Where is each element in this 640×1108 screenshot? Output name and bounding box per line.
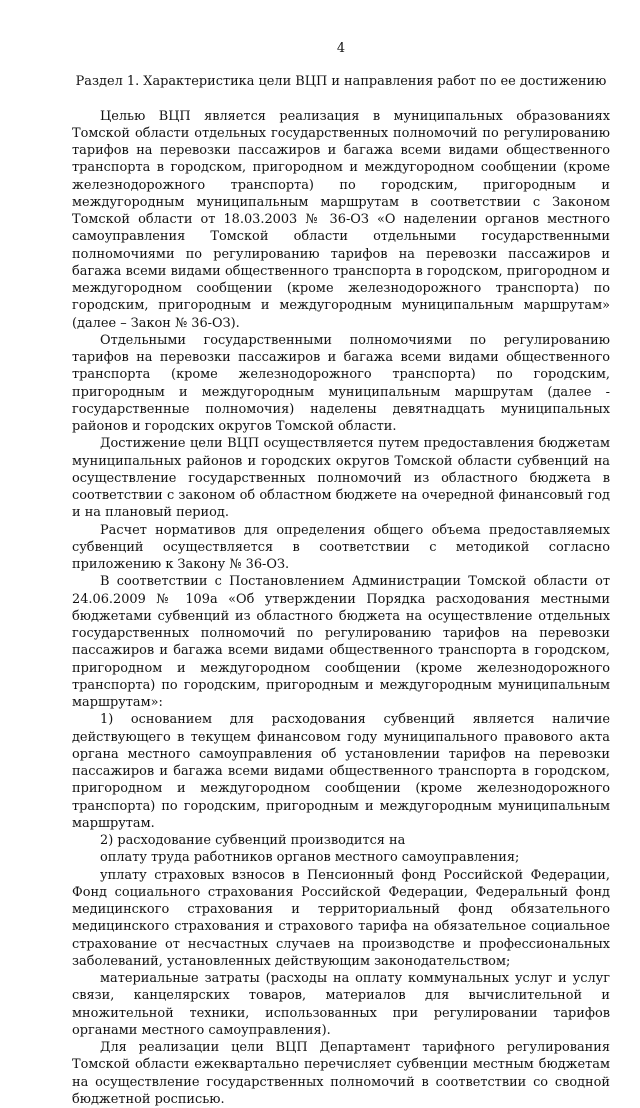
paragraph-item-2: 2) расходование субвенций производится на [72, 832, 610, 849]
paragraph-recipients: Отдельными государственными полномочиями по регулированию тарифов на перевозки пассажиров и багажа всеми видами общественного транспорта (кроме железнодорожного транспорта) по городским, пригородным и междугородным муниципальным маршрутам (далее - государственные полномочия) наделены девятнадцать муниципальных районов и городских округов Томской области. [72, 332, 610, 436]
body-text [72, 108, 610, 1108]
paragraph-material-costs: материальные затраты (расходы на оплату коммунальных услуг и услуг связи, канцелярских товаров, материалов для вычислительной и множительной техники, использованных при регулировании тарифов органами местного самоуправления). [72, 970, 610, 1039]
paragraph-calculation: Расчет нормативов для определения общего объема предоставляемых субвенций осуществляется в соответствии с методикой согласно приложению к Закону № 36-ОЗ. [72, 522, 610, 574]
section-title: Раздел 1. Характеристика цели ВЦП и направления работ по ее достижению [72, 73, 610, 90]
paragraph-item-1: 1) основанием для расходования субвенций является наличие действующего в текущем финансовом году муниципального правового акта органа местного самоуправления об установлении тарифов на перевозки пассажиров и багажа всеми видами общественного транспорта в городском, пригородном и междугородном сообщении (кроме железнодорожного транспорта) по городским, пригородным и междугородным муниципальным маршрутам. [72, 711, 610, 832]
paragraph-resolution: В соответствии с Постановлением Администрации Томской области от 24.06.2009 № 109а «Об утверждении Порядка расходования местными бюджетами субвенций из областного бюджета на осуществление отдельных государственных полномочий по регулированию тарифов на перевозки пассажиров и багажа всеми видами общественного транспорта в городском, пригородном и междугородном сообщении (кроме железнодорожного транспорта) по городским, пригородным и междугородным муниципальным маршрутам»: [72, 573, 610, 711]
paragraph-achievement: Достижение цели ВЦП осуществляется путем предоставления бюджетам муниципальных районов и городских округов Томской области субвенций на осуществление государственных полномочий из областного бюджета в соответствии с законом об областном бюджете на очередной финансовый год и на плановый период. [72, 435, 610, 521]
paragraph-implementation: Для реализации цели ВЦП Департамент тарифного регулирования Томской области ежеквартально перечисляет субвенции местным бюджетам на осуществление государственных полномочий в соответствии со сводной бюджетной росписью. [72, 1039, 610, 1108]
paragraph-goal: Целью ВЦП является реализация в муниципальных образованиях Томской области отдельных государственных полномочий по регулированию тарифов на перевозки пассажиров и багажа всеми видами общественного транспорта в городском, пригородном и междугородном сообщении (кроме железнодорожного транспорта) по городским, пригородным и междугородным муниципальным маршрутам в соответствии с Законом Томской области от 18.03.2003 № 36-ОЗ «О наделении органов местного самоуправления Томской области отдельными государственными полномочиями по регулированию тарифов на перевозки пассажиров и багажа всеми видами общественного транспорта в городском, пригородном и междугородном сообщении (кроме железнодорожного транспорта) по городским, пригородным и междугородным муниципальным маршрутам» (далее – Закон № 36-ОЗ). [72, 108, 610, 332]
page-number: 4 [72, 40, 610, 57]
paragraph-salary: оплату труда работников органов местного самоуправления; [72, 849, 610, 866]
paragraph-insurance: уплату страховых взносов в Пенсионный фонд Российской Федерации, Фонд социального страхования Российской Федерации, Федеральный фонд медицинского страхования и территориальный фонд обязательного медицинского страхования и страхового тарифа на обязательное социальное страхование от несчастных случаев на производстве и профессиональных заболеваний, установленных действующим законодательством; [72, 867, 610, 971]
